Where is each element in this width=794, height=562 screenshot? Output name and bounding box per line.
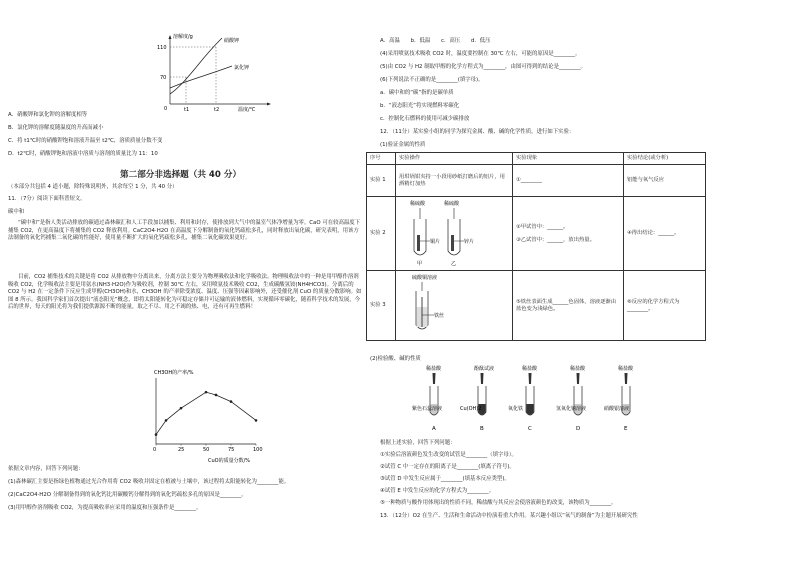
yield-point [180,407,183,410]
q12-part2: (2)检验酸、碱的性质 [370,356,421,362]
x-tick-t1: t1 [184,107,190,113]
solubility-chart [148,32,278,114]
option-c: C．将 t1℃时的硝酸钾饱和溶液升温至 t2℃，溶质质量分数不变 [8,138,163,144]
yield-chart [140,366,270,464]
article-paragraph-1: “碳中和”是指人类活动排放的碳通过森林碳汇和人工手段加以捕集、利用和封存，使排放到大气中的温室气体净增量为零。CaO 可在较高温度下捕集 CO2，在更高温度下将捕集的 CO2 释放利用。CaC2O4·H2O 在高温度下分解制备的氧化钙疏松多孔，同时释放出氧化碳，研究表明，用该方法制备的氧化钙捕集二氧化碳的性能好，使用量不断扩大的氧化钙疏松多孔，捕集二氧化碳效果更好。 [8,220,361,242]
acid-label-2: 稀硫酸 [444,201,460,207]
q11-question-2: (2)CaC2O4·H2O 分解制备得到的氧化钙比用碳酸钙分解得到的氧化钙疏松多孔的原因是________。 [8,492,247,498]
dropper-icon [433,373,436,384]
tube-contents-label: 硝酸银溶液 [604,406,630,412]
q11-6: (6)下列说法不正确的是________(填字母)。 [380,77,484,83]
tube-letter: A [432,426,436,432]
option-d: D．t2℃时，硝酸钾饱和溶液中溶质与溶剂的质量比为 11：10 [8,151,158,157]
header-concl: 实验结论(或分析) [624,153,706,165]
article-paragraph-2: 目前，CO2 捕集技术的关键是将 CO2 从排放物中分离出来，分离方法主要分为物理吸收法和化学吸收法。物理吸收法中的一种是用甲醇作溶剂吸收 CO2，化学吸收法主要是用氨水(NH3·H2O)作为吸收剂，控制 30℃ 左右，采用喷氨技术吸收 CO2，生成碳酸氢铵(NH4HCO3)。分离后的 CO2 与 H2 在一定条件下反应生成甲醇(CH3OH)和水，CH3OH 的产率除受浓度、温度、压强等因素影响外，还受催化剂 CuO 的质量分数影响。如图 8 所示。我国科学家们首次提出“液态阳光”概念，即将太阳能转化为可稳定存储并可运输的液体燃料，实现循环零碳化，随着科学技术的发展，今后的世界，每天的阳光将为我们提供源源不断的能量，取之不尽、用之不竭的热、电，还有可再生燃料！ [8,274,362,311]
tube-reagent-label: 酚酞试液 [474,366,495,372]
row2-obs [513,197,624,271]
q11-6-b: b．“液态阳光”将实现燃料零碳化 [380,103,460,109]
row1-concl: 铝能与氧气反应 [624,165,706,197]
dropper-icon [481,373,484,384]
q11-6-a: a．碳中和的“碳”指的是碳单质 [380,90,454,96]
test-tube-c [508,365,538,432]
q12-question-4: ④试管 E 中发生反应的化学方程式为________。 [380,488,495,494]
exp3-apparatus [396,271,506,337]
test-tube-e [604,365,634,432]
yield-point [230,400,233,403]
row1-obs: ①________ [513,165,624,197]
row3-obs: ⑤铁丝表面生成______色固体，溶液逐渐由蓝色变为浅绿色。 [513,271,624,341]
q12-question-1: ①实验后溶液颜色发生改变的试管是________（填字母）。 [380,452,517,458]
yield-x-tick: 100 [253,447,263,453]
y-tick-70: 70 [160,75,167,81]
row2-id: 实验 2 [367,197,396,271]
tube-jia-label: 甲 [417,261,423,267]
yield-point [215,394,218,397]
q11-question-1: (1)森林碳汇主要是指绿色植物通过光合作用将 CO2 吸收并固定在植被与土壤中，该过程将太阳能转化为________能。 [8,479,290,485]
q11-question-intro: 依据文章内容，回答下列问题： [8,466,84,472]
yield-chart-xlabel: CuO的质量分数/% [208,458,251,464]
tube-reagent-label: 稀盐酸 [522,366,538,372]
q11-question-3: (3)用甲醇作溶剂吸收 CO2，为提高吸收率应采用的温度和压强条件是________。 [8,505,202,511]
tube-letter: B [480,426,484,432]
row3-concl: ⑥反应的化学方程式为________。 [624,271,706,341]
row1-op: 用坩埚钳夹持一小段用砂纸打磨后的铝片，用酒精灯加热 [396,165,513,197]
cu-label: 铜片 [430,239,441,245]
cuso4-label: 硫酸铜溶液 [412,275,438,281]
acid-label-1: 稀硫酸 [410,201,426,207]
q11-title: 11．（7分）阅读下面科普短文。 [8,196,86,202]
x-tick-t2: t2 [214,107,220,113]
section2-note: （本部分共包括 4 道小题，除特殊说明外，其余每空 1 分，共 40 分） [8,184,178,190]
y-tick-110: 110 [157,45,167,51]
yield-point [155,433,158,436]
section2-title: 第二部分非选择题（共 40 分） [120,170,242,180]
q11-6-c: c．控制化石燃料的使用可减少碳排放 [380,116,470,122]
yield-point [255,419,258,422]
header-op: 实验操作 [396,153,513,165]
x-label: 温度/℃ [238,107,256,113]
row3-id: 实验 3 [367,271,396,341]
acid-base-tubes [412,364,712,436]
option-a: A．硝酸钾和氯化钾的溶解度相等 [8,112,88,118]
kno3-label: 硝酸钾 [224,38,240,44]
q12-question-2: ②试管 C 中一定存在的阳离子是________(填离子符号)。 [380,464,515,470]
tube-letter: C [528,426,532,432]
yield-x-tick: 75 [228,447,235,453]
tube-contents-label: 氧化铁 [508,406,524,412]
yield-point [165,419,168,422]
article-title: 碳中和 [8,209,25,215]
tube-reagent-label: 稀盐酸 [570,366,586,372]
q11-5: (5)由 CO2 与 H2 制取甲醇的化学方程式为________，由图可得到的结论是________。 [380,64,586,70]
test-tube-d [556,365,586,432]
test-tube-a [412,365,442,432]
y-tick-0: 0 [164,106,168,112]
kcl-label: 氯化钾 [234,65,250,71]
row2-obs-2: ③乙试管中：______，放出热量。 [516,236,595,243]
q12-title: 12．（11分）某实验小组的同学为探究金属、酸、碱的化学性质，进行如下实验： [380,129,575,135]
tube-contents [526,404,533,415]
y-label: 溶解度/g [173,34,193,40]
yield-point [205,391,208,394]
test-tube-b [460,365,494,432]
exp2-apparatus [396,197,506,267]
header-obs: 实验现象 [513,153,624,165]
experiment-table [366,152,706,341]
row3-op [396,271,513,341]
tube-contents-label: 紫色石蕊溶液 [412,406,443,412]
q12-question-5: ⑤一种物质与酸作用体现出的性质不同，稀盐酸与其反应会使溶液颜色的改变，该物质为________。 [380,500,617,506]
header-id: 序号 [367,153,396,165]
tube-yi-label: 乙 [451,261,457,267]
q12-questions-intro: 根据上述实验，回答下列问题： [380,440,456,446]
q12-part1: (1)验证金属的性质 [380,142,426,148]
row1-id: 实验 1 [367,165,396,197]
yield-x-tick: 50 [203,447,210,453]
yield-x-tick: 25 [178,447,185,453]
yield-chart-title: CH3OH的产率/% [154,370,194,376]
kno3-curve [170,38,222,94]
dropper-icon [577,373,580,384]
q11-4: (4)采用喷氨技术吸收 CO2 时，温度要控制在 30℃ 左右，可能的原因是________。 [380,51,581,57]
tube-contents-label: Cu(OH)2 [460,406,482,412]
q11-4-options: A．高温 b．低温 c．高压 d．低压 [380,38,491,44]
q12-question-3: ③试管 D 中发生反应属于________(填基本反应类型)。 [380,476,510,482]
row2-obs-1: ②甲试管中：______。 [516,223,569,230]
fe-wire-label: 铁丝 [434,313,445,319]
dropper-icon [529,373,532,384]
dropper-icon [625,373,628,384]
row2-op [396,197,513,271]
yield-x-tick: 0 [153,447,157,453]
tube-contents-label: 氢氧化钠溶液 [556,406,587,412]
tube-letter: D [576,426,581,432]
tube-reagent-label: 稀盐酸 [426,366,442,372]
yield-series-line [156,392,256,434]
row2-concl: ④得出结论：______。 [624,197,706,271]
tube-reagent-label: 稀盐酸 [618,366,634,372]
zn-label: 锌片 [464,239,475,245]
tube-letter: E [624,426,628,432]
q13-title: 13．（12分）O2 在生产、生活和生命活动中扮演着重大作用。某兴趣小组以“氧气的制备”为主题开展研究性 [380,513,638,519]
option-b: B．氯化钾的溶解度随温度的升高而减小 [8,125,104,131]
